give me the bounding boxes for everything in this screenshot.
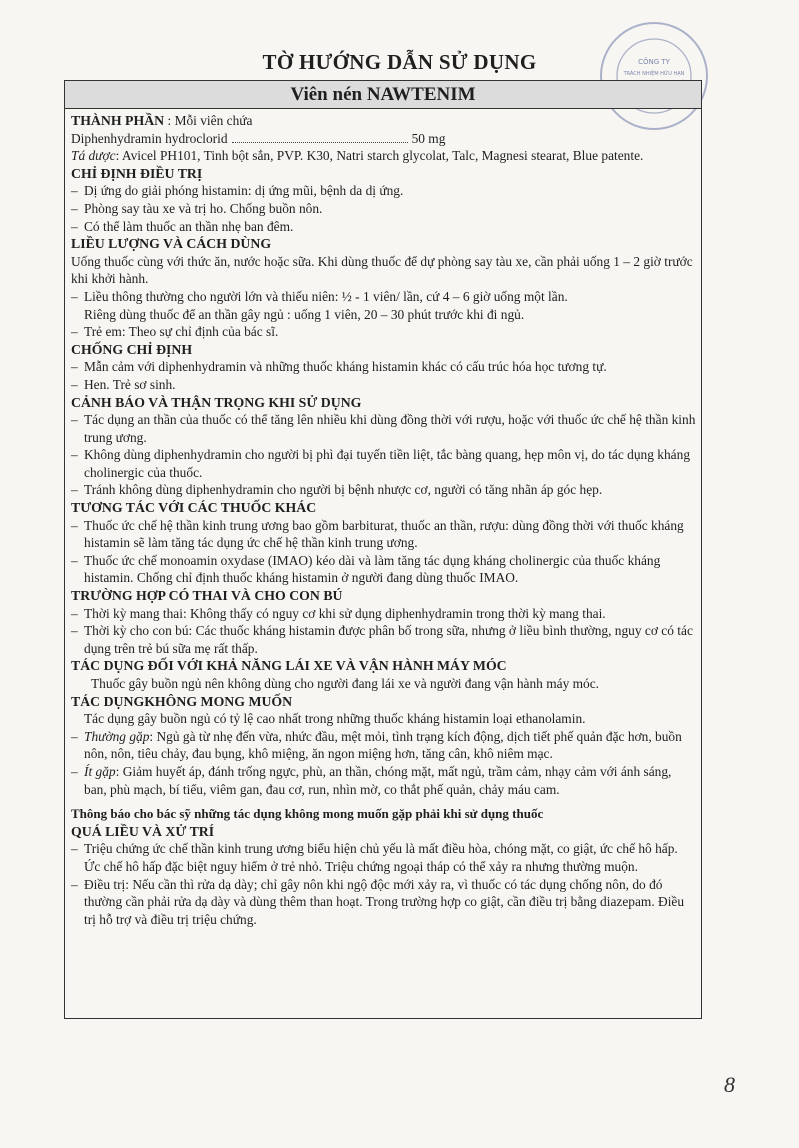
dosage-sedative: Riêng dùng thuốc để an thần gây ngủ : uống 1 viên, 20 – 30 phút trước khi đi ngủ. xyxy=(84,306,525,322)
driving-text: Thuốc gây buồn ngủ nên không dùng cho người đang lái xe và người đang vận hành máy móc. xyxy=(91,676,600,691)
contraindication-item: – Mẫn cảm với diphenhydramin và những thuốc kháng histamin khác có cấu trúc hóa học tương tự. xyxy=(71,359,607,375)
indication-item: – Dị ứng do giải phóng histamin: dị ứng mũi, bệnh da dị ứng. xyxy=(71,183,404,199)
composition-intro: : Mỗi viên chứa xyxy=(167,113,253,128)
interactions-heading: TƯƠNG TÁC VỚI CÁC THUỐC KHÁC xyxy=(71,500,317,516)
overdose-item: – Điều trị: Nếu cần thì rửa dạ dày; chỉ gây nôn khi ngộ độc mới xảy ra, vì thuốc có tác dụng chống nôn, do đó thường cần phải rửa dạ dày và dùng thêm than hoạt. Trong trường hợp co giật, cần điều trị bằng diazepam. Điều trị hỗ trợ và điều trị triệu chứng. xyxy=(71,876,685,927)
side-effects-intro: Tác dụng gây buồn ngủ có tỷ lệ cao nhất trong những thuốc kháng histamin loại ethanolamin. xyxy=(84,711,586,727)
overdose-item: – Triệu chứng ức chế thần kinh trung ương biểu hiện chủ yếu là mất điều hòa, chóng mặt, co giật, ức chế hô hấp. Ức chế hô hấp đặc biệt nguy hiểm ở trẻ nhỏ. Triệu chứng ngoại tháp có thể xảy ra nhưng thường muộn. xyxy=(71,841,678,874)
leader-dots xyxy=(232,131,408,143)
ingredient-row xyxy=(71,130,697,148)
stamp-line-2: TRÁCH NHIỆM HỮU HẠN xyxy=(623,71,685,77)
ingredient-name: Diphenhydramin hydroclorid xyxy=(71,130,228,146)
dosage-intro: Uống thuốc cùng với thức ăn, nước hoặc sữa. Khi dùng thuốc để dự phòng say tàu xe, cần phải uống 1 – 2 giờ trước khi khởi hành. xyxy=(71,253,693,287)
composition-heading: THÀNH PHẦN xyxy=(71,113,165,128)
excipients-label: Tá dược xyxy=(71,148,116,164)
side-effects-notice: Thông báo cho bác sỹ những tác dụng không mong muốn gặp phải khi sử dụng thuốc xyxy=(71,806,544,822)
contraindications-heading: CHỐNG CHỈ ĐỊNH xyxy=(71,341,193,357)
stamp-line-1: CÔNG TY xyxy=(638,58,670,66)
product-title: Viên nén NAWTENIM xyxy=(65,81,701,109)
ingredient-amount: 50 mg xyxy=(411,130,446,146)
overdose-heading: QUÁ LIỀU VÀ XỬ TRÍ xyxy=(71,823,215,839)
pregnancy-item: – Thời kỳ cho con bú: Các thuốc kháng histamin được phân bố trong sữa, nhưng ở liều bình thường, nguy cơ có tác dụng trên trẻ bú sữa mẹ rất thấp. xyxy=(71,623,693,656)
warnings-heading: CẢNH BÁO VÀ THẬN TRỌNG KHI SỬ DỤNG xyxy=(71,394,362,410)
side-effects-heading: TÁC DỤNGKHÔNG MONG MUỐN xyxy=(71,693,293,709)
page-title: TỜ HƯỚNG DẪN SỬ DỤNG xyxy=(262,50,537,74)
excipients-line xyxy=(71,147,697,165)
dosage-children: – Trẻ em: Theo sự chỉ định của bác sĩ. xyxy=(71,324,279,340)
side-effects-common: – Thường gặp: Ngủ gà từ nhẹ đến vừa, nhức đầu, mệt mỏi, tình trạng kích động, dịch tiết phế quản đặc hơn, buồn nôn, nôn, tiêu chảy, đau bụng, khô miệng, ăn ngon miệng hơn, tăng cân, khô niêm mạc. xyxy=(71,728,682,762)
handwritten-page-mark: 8 xyxy=(724,1072,735,1097)
dosage-heading: LIỀU LƯỢNG VÀ CÁCH DÙNG xyxy=(71,236,272,252)
excipients-text: : Avicel PH101, Tinh bột sắn, PVP. K30, Natri starch glycolat, Talc, Magnesi stearat, Blue patente. xyxy=(115,148,644,164)
side-effects-rare: – Ít gặp: Giảm huyết áp, đánh trống ngực, phù, an thần, chóng mặt, mất ngủ, trầm cảm, nhạy cảm với ánh sáng, ban, phù mạch, bí tiểu, viêm gan, đau cơ, run, nhìn mờ, co thắt phế quản, chảy máu cam. xyxy=(71,763,672,797)
interaction-item: – Thuốc ức chế monoamin oxydase (IMAO) kéo dài và làm tăng tác dụng kháng cholinergic của thuốc kháng histamin. Chống chỉ định thuốc kháng histamin ở người đang dùng thuốc IMAO. xyxy=(71,552,661,586)
indication-item: – Phòng say tàu xe và trị ho. Chống buồn nôn. xyxy=(71,200,323,216)
warning-item: – Tránh không dùng diphenhydramin cho người bị bệnh nhược cơ, người có tăng nhãn áp góc hẹp. xyxy=(71,482,603,498)
dosage-adult: – Liều thông thường cho người lớn và thiếu niên: ½ - 1 viên/ lần, cứ 4 – 6 giờ uống một lần. xyxy=(71,288,568,304)
pregnancy-item: – Thời kỳ mang thai: Không thấy có nguy cơ khi sử dụng diphenhydramin trong thời kỳ mang thai. xyxy=(71,605,606,621)
pregnancy-heading: TRƯỜNG HỢP CÓ THAI VÀ CHO CON BÚ xyxy=(71,588,343,604)
document-frame xyxy=(64,80,702,1019)
indications-heading: CHỈ ĐỊNH ĐIỀU TRỊ xyxy=(71,165,203,181)
warning-item: – Không dùng diphenhydramin cho người bị phì đại tuyến tiền liệt, tắc bàng quang, hẹp môn vị, do tác dụng kháng cholinergic của thuốc. xyxy=(71,447,691,480)
indication-item: – Có thể làm thuốc an thần nhẹ ban đêm. xyxy=(71,218,294,234)
warning-item: – Tác dụng an thần của thuốc có thể tăng lên nhiều khi dùng đồng thời với rượu, hoặc với thuốc ức chế hệ thần kinh trung ương. xyxy=(71,412,696,445)
interaction-item: – Thuốc ức chế hệ thần kinh trung ương bao gồm barbiturat, thuốc an thần, rượu: dùng đồng thời với thuốc kháng histamin sẽ làm tăng tác dụng ức chế hệ thần kinh trung ương. xyxy=(71,517,684,551)
driving-heading: TÁC DỤNG ĐỐI VỚI KHẢ NĂNG LÁI XE VÀ VẬN HÀNH MÁY MÓC xyxy=(71,658,507,674)
composition-line xyxy=(71,112,697,130)
contraindication-item: – Hen. Trẻ sơ sinh. xyxy=(71,376,176,392)
leaflet-content xyxy=(65,109,701,928)
